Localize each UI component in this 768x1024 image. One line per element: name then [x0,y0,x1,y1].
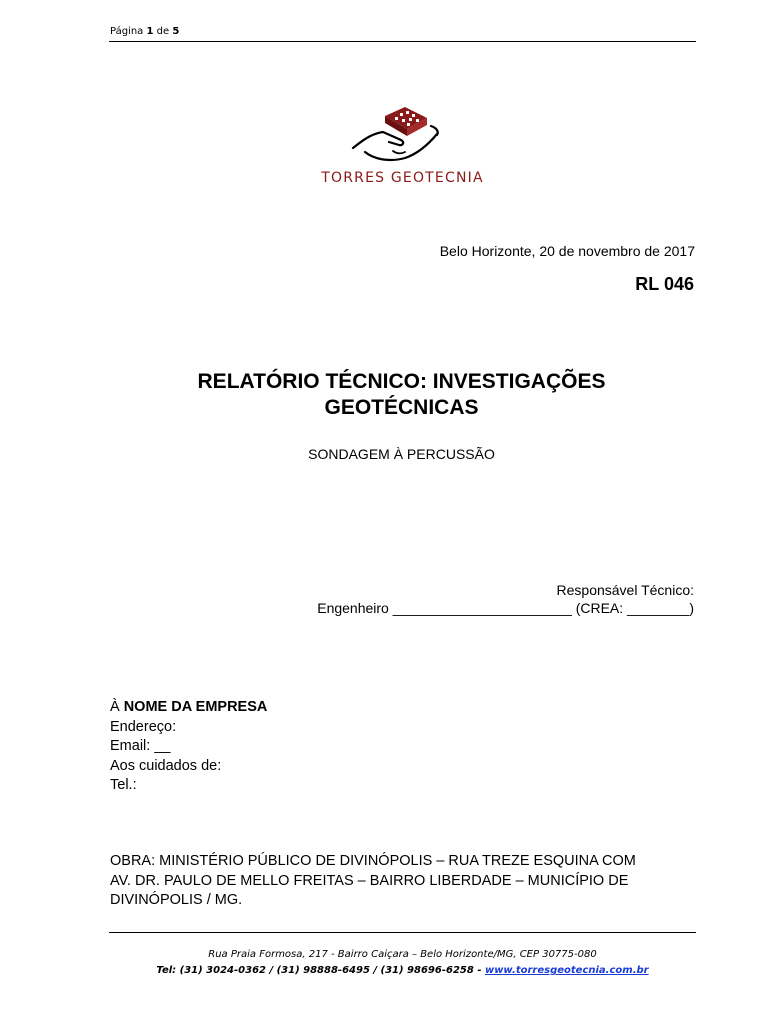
hand-holding-soil-block-icon [345,104,445,168]
footer-address: Rua Praia Formosa, 217 - Bairro Caiçara – Belo Horizonte/MG, CEP 30775-080 [208,949,597,960]
footer-phones: Tel: (31) 3024-0362 / (31) 98888-6495 / (31) 98696-6258 - [156,965,485,976]
recipient-address: Endereço: [110,718,177,735]
recipient-company-line [110,698,267,718]
engineer-line: Engenheiro _______________________ (CREA: ________) [317,600,694,616]
document-title [100,369,703,421]
location-date: Belo Horizonte, 20 de novembro de 2017 [439,243,695,259]
recipient-company: NOME DA EMPRESA [123,699,268,715]
company-logo-text: TORRES GEOTECNIA [321,170,484,186]
responsible-block [317,581,694,617]
document-subtitle: SONDAGEM À PERCUSSÃO [308,446,495,462]
page-label: Página [110,26,144,37]
page-number [110,26,179,37]
footer-divider [109,932,696,933]
recipient-phone: Tel.: [110,777,137,793]
page-total: 5 [172,26,180,37]
obra-line-2: AV. DR. PAULO DE MELLO FREITAS – BAIRRO LIBERDADE – MUNICÍPIO DE [110,872,629,889]
footer-contact [109,965,696,976]
recipient-attention: Aos cuidados de: [110,757,222,774]
website-link[interactable]: www.torresgeotecnia.com.br [484,965,649,976]
recipient-block [110,698,267,796]
page-current: 1 [146,26,154,37]
obra-block [110,852,690,911]
title-line-2: GEOTÉCNICAS [324,396,479,419]
recipient-prefix: À [110,699,124,715]
title-line-1: RELATÓRIO TÉCNICO: INVESTIGAÇÕES [197,370,606,393]
obra-line-3: DIVINÓPOLIS / MG. [110,892,243,908]
document-code: RL 046 [635,274,694,294]
page-of: de [156,26,170,37]
header-divider [109,41,696,42]
recipient-email: Email: __ [110,738,171,754]
responsible-label: Responsável Técnico: [556,582,694,598]
obra-line-1: OBRA: MINISTÉRIO PÚBLICO DE DIVINÓPOLIS – RUA TREZE ESQUINA COM [110,853,636,869]
